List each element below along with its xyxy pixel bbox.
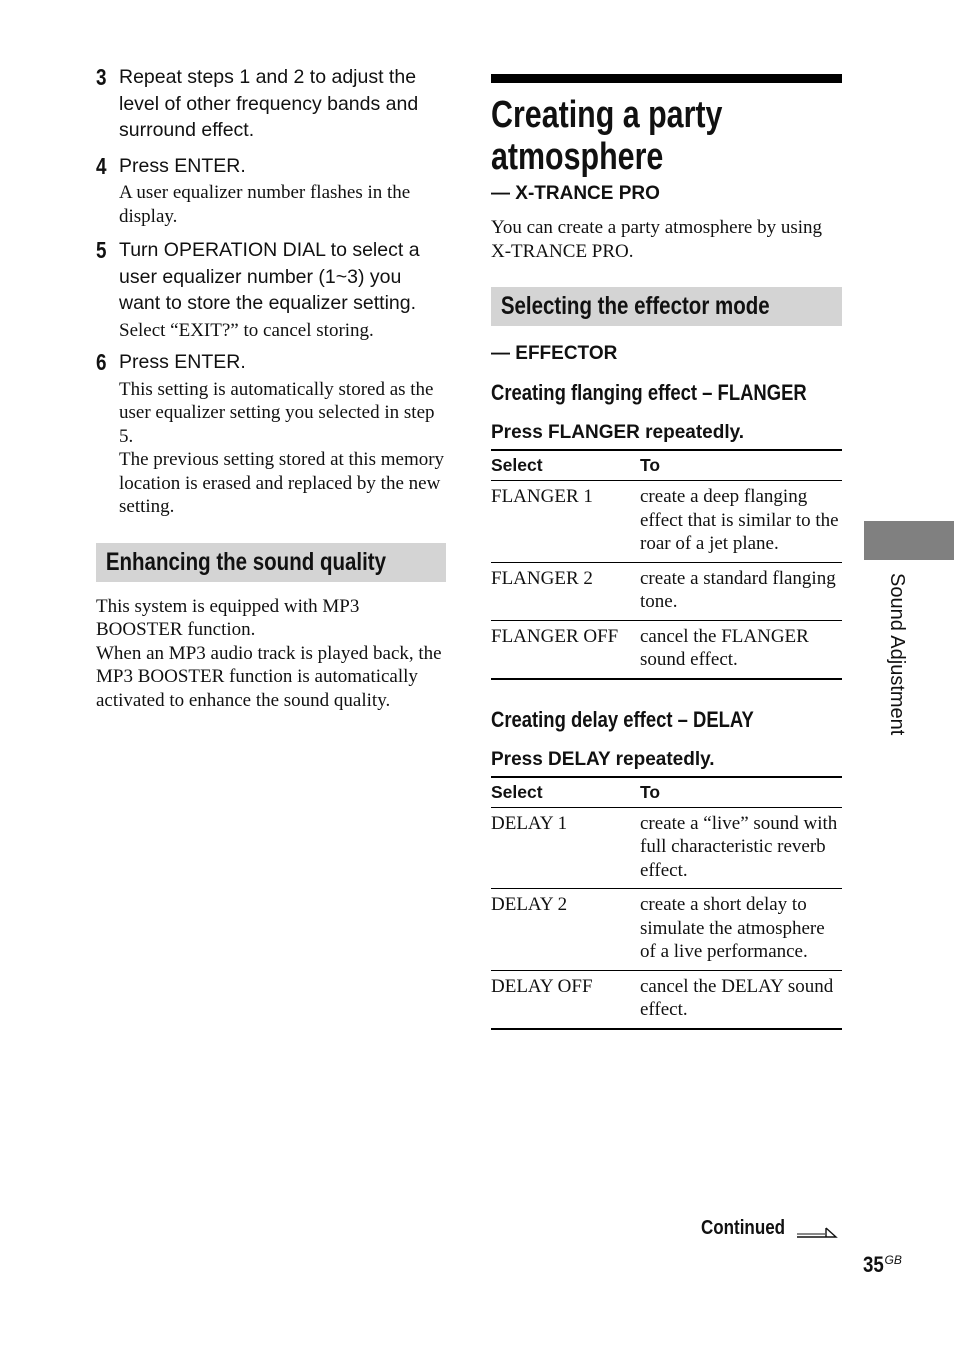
step-body: The previous setting stored at this memory location is erased and replaced by the new setting. (119, 449, 445, 517)
delay-instruction: Press DELAY repeatedly. (491, 748, 715, 770)
step-title: Turn OPERATION DIAL to select a user equalizer number (1~3) you want to store the equalizer setting. (119, 239, 420, 314)
table-cell: DELAY 2 (491, 889, 640, 971)
step-number: 6 (96, 349, 107, 375)
section-tab (864, 521, 954, 560)
step-title: Press ENTER. (119, 154, 246, 177)
column-header: Select (491, 450, 640, 481)
step-body: This setting is automatically stored as the user equalizer setting you selected in step 5. (119, 378, 435, 447)
table-row (491, 620, 842, 679)
enhance-paragraph-1: This system is equipped with MP3 BOOSTER function. (96, 595, 360, 640)
table-cell: cancel the DELAY sound effect. (640, 970, 842, 1029)
continued-arrow-icon (796, 1224, 838, 1240)
page-subtitle: — X-TRANCE PRO (491, 183, 660, 204)
step-3 (96, 64, 446, 144)
step-4 (96, 153, 446, 229)
table-cell: FLANGER 1 (491, 481, 640, 563)
page-number: $35^{GB}$ (863, 1252, 902, 1277)
title-rule (491, 74, 842, 83)
effector-subtitle: — EFFECTOR (491, 343, 618, 364)
step-title: Press ENTER. (119, 351, 246, 373)
step-number: 4 (96, 152, 107, 179)
step-body: Select “EXIT?” to cancel storing. (119, 319, 374, 341)
section-heading-enhance: Enhancing the sound quality (96, 543, 446, 582)
step-body: A user equalizer number flashes in the display. (119, 182, 411, 227)
table-row (491, 807, 842, 889)
table-cell: DELAY OFF (491, 970, 640, 1029)
table-row (491, 481, 842, 563)
flanger-heading: Creating flanging effect – FLANGER (491, 380, 807, 405)
column-header: Select (491, 777, 640, 808)
table-row (491, 889, 842, 971)
table-cell: FLANGER OFF (491, 620, 640, 679)
intro-paragraph: You can create a party atmosphere by using X-TRANCE PRO. (491, 217, 822, 262)
step-number: 5 (96, 237, 107, 263)
step-number: 3 (96, 64, 107, 90)
delay-heading: Creating delay effect – DELAY (491, 706, 754, 732)
right-column (491, 74, 842, 1030)
table-cell: create a “live” sound with full characteristic reverb effect. (640, 807, 842, 889)
enhance-paragraph-2: When an MP3 audio track is played back, the MP3 BOOSTER function is automatically activated to enhance the sound quality. (96, 642, 442, 711)
section-heading-effector: Selecting the effector mode (491, 287, 842, 326)
page-title: Creating a party atmosphere (491, 94, 723, 178)
table-cell: create a standard flanging tone. (640, 562, 842, 620)
column-header: To (640, 450, 842, 481)
table-row (491, 970, 842, 1029)
left-column (96, 64, 446, 712)
step-6 (96, 349, 446, 519)
page-suffix: GB (884, 1252, 902, 1267)
table-cell: create a short delay to simulate the atmosphere of a live performance. (640, 889, 842, 971)
column-header: To (640, 777, 842, 808)
table-cell: DELAY 1 (491, 807, 640, 889)
continued-indicator (701, 1217, 800, 1240)
step-5 (96, 237, 446, 342)
table-cell: cancel the FLANGER sound effect. (640, 620, 842, 679)
step-title: Repeat steps 1 and 2 to adjust the level of other frequency bands and surround effect. (119, 66, 419, 141)
flanger-table (491, 449, 842, 680)
delay-table (491, 776, 842, 1030)
section-tab-label: Sound Adjustment (886, 573, 908, 736)
table-row (491, 562, 842, 620)
table-cell: create a deep flanging effect that is similar to the roar of a jet plane. (640, 481, 842, 563)
flanger-instruction: Press FLANGER repeatedly. (491, 422, 745, 443)
table-cell: FLANGER 2 (491, 562, 640, 620)
continued-label: Continued (701, 1217, 786, 1239)
